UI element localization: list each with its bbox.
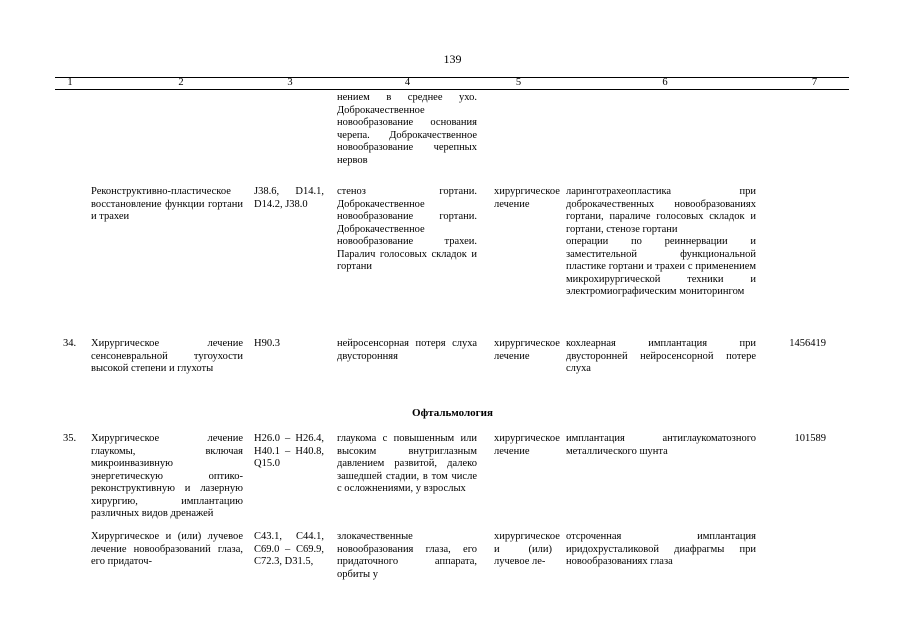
table-cell-name: Хирургическое лечение глаукомы, включая микроинвазивную энергетическую оптико-реконструктивную и лазерную хирургию, имплантацию различных видов дренажей <box>91 433 243 519</box>
table-cell-num: 35. <box>63 433 77 444</box>
column-header-1: 1 <box>67 77 73 88</box>
table-cell-codes: H90.3 <box>254 338 280 349</box>
column-header-6: 6 <box>662 77 668 88</box>
table-cell-treatment: хирургическое и (или) лучевое ле- <box>494 531 560 567</box>
column-header-5: 5 <box>515 77 522 88</box>
section-title: Офтальмология <box>412 407 493 419</box>
table-cell-method: отсроченная имплантация иридохрусталиковой диафрагмы при новообразованиях глаза <box>566 531 756 567</box>
table-cell-name: Хирургическое и (или) лучевое лечение новообразований глаза, его придаточ- <box>91 531 243 567</box>
table-cell-cost: 101589 <box>794 433 826 444</box>
column-header-7: 7 <box>811 77 818 88</box>
table-cell-name: Хирургическое лечение сенсоневральной тугоухости высокой степени и глухоты <box>91 338 243 374</box>
table-cell-model: злокачественные новообразования глаза, его придаточного аппарата, орбиты у <box>337 531 477 580</box>
table-cell-treatment: хирургическое лечение <box>494 433 560 457</box>
table-cell-treatment: хирургическое лечение <box>494 338 560 362</box>
column-header-2: 2 <box>178 77 184 88</box>
table-cell-model: нением в среднее ухо. Доброкачественное новообразование основания черепа. Доброкачественное новообразование черепных нервов <box>337 92 477 166</box>
table-cell-codes: J38.6, D14.1, D14.2, J38.0 <box>254 186 324 210</box>
table-cell-method <box>566 186 756 299</box>
table-cell-model: нейросенсорная потеря слуха двусторонняя <box>337 338 477 362</box>
column-header-4: 4 <box>404 77 411 88</box>
table-cell-method: кохлеарная имплантация при двусторонней нейросенсорной потере слуха <box>566 338 756 374</box>
table-cell-method: имплантация антиглаукоматозного металлического шунта <box>566 433 756 457</box>
table-cell-codes: C43.1, C44.1, C69.0 – C69.9, C72.3, D31.5, <box>254 531 324 567</box>
table-header-row <box>55 77 849 90</box>
column-header-3: 3 <box>287 77 293 88</box>
table-cell-codes: H26.0 – H26.4, H40.1 – H40.8, Q15.0 <box>254 433 324 469</box>
table-cell-cost: 1456419 <box>789 338 826 349</box>
table-cell-model: глаукома с повышенным или высоким внутриглазным давлением развитой, далеко зашедшей стадии, в том числе с осложнениями, у взрослых <box>337 433 477 494</box>
page-number: 139 <box>443 52 462 66</box>
table-cell-model: стеноз гортани. Доброкачественное новообразование гортани. Доброкачественное новообразование трахеи. Паралич голосовых складок и гортани <box>337 186 477 272</box>
table-cell-treatment: хирургическое лечение <box>494 186 560 210</box>
method-item-2: операции по реиннервации и заместительной функциональной пластике гортани и трахеи с применением микрохирургической техники и электромиографическим мониторингом <box>566 236 756 297</box>
table-cell-num: 34. <box>63 338 77 349</box>
method-item-1: ларинготрахеопластика при доброкачественных новообразованиях гортани, параличе голосовых складок и гортани, стенозе гортани <box>566 186 756 235</box>
table-cell-name: Реконструктивно-пластическое восстановление функции гортани и трахеи <box>91 186 243 222</box>
